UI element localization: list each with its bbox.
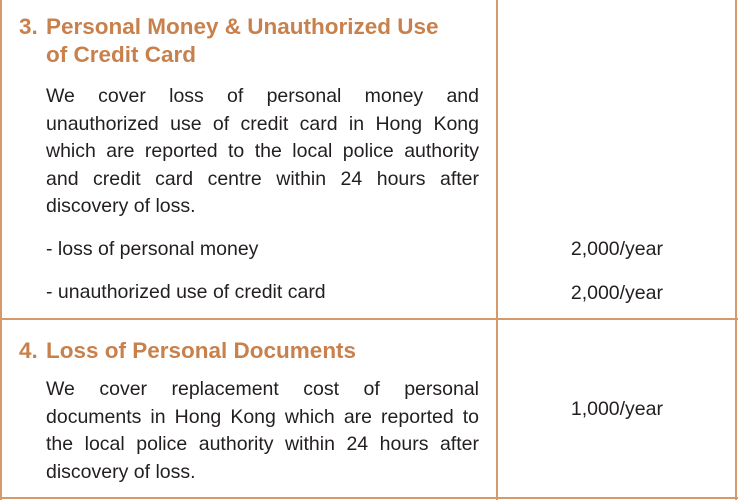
section-number: 3. [19,14,38,39]
amount-cell [497,0,736,318]
section-heading [19,13,439,69]
section-description: We cover loss of personal money and unauthorized use of credit card in Hong Kong which are reported to the local police authority and credit card centre within 24 hours after discovery of loss. [46,85,479,217]
section-description: We cover replacement cost of personal documents in Hong Kong which are reported to the local police authority within 24 hours after discovery of loss. [46,378,479,483]
section-title-line1: Loss of Personal Documents [46,338,357,363]
description-cell [0,320,497,497]
coverage-item-label: - unauthorized use of credit card [46,281,326,303]
coverage-item-label: - loss of personal money [46,238,259,260]
section-title-line2: of Credit Card [46,42,197,67]
section-heading [19,337,356,365]
coverage-amount: 1,000/year [570,398,663,420]
section-number: 4. [19,338,38,363]
section-title-line1: Personal Money & Unauthorized Use [46,14,439,39]
table-bottom-border [0,497,738,499]
description-cell [0,0,497,318]
amount-cell [497,320,736,497]
coverage-amount: 2,000/year [570,282,663,304]
coverage-amount: 2,000/year [570,238,663,260]
table-row-section-4 [0,320,738,497]
